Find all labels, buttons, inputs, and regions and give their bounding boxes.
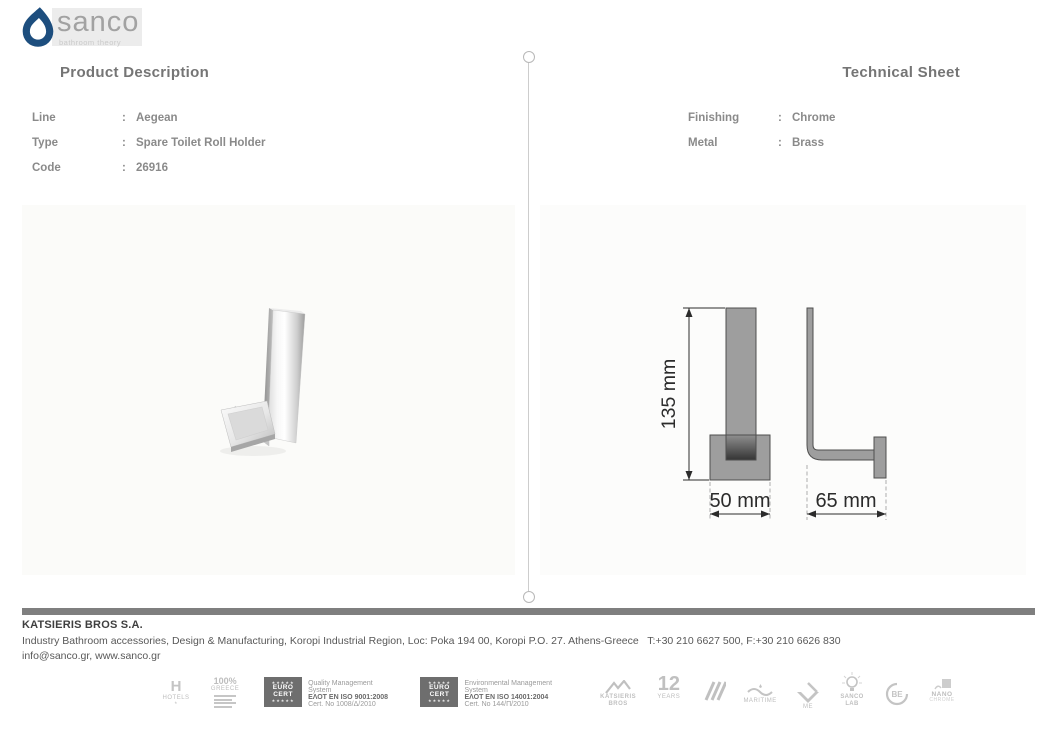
greek-flag-icon [214,695,236,709]
field-colon: : [122,112,126,124]
katsieris-label: BROS [608,700,628,707]
cert-number: Cert. No 1008/Δ/2010 [308,701,376,708]
twelve-years-badge [654,674,684,701]
field-label: Metal [688,137,718,149]
field-colon: : [122,137,126,149]
nano-label: NANO [931,691,953,698]
diamond-arrows-icon [795,680,821,704]
me-badge [792,680,824,711]
cert-system-name: Environmental Management System [464,680,553,694]
field-label: Finishing [688,112,740,124]
greece-label: GREECE [210,686,240,693]
iso-14001-certification [420,677,568,708]
field-value: Brass [792,137,824,149]
eurocert-text: CERT [429,691,450,698]
dim-height-label: 135 mm [658,358,680,430]
sanco-drop-icon [20,5,56,49]
cert-number: Cert. No 144/Π/2010 [464,701,529,708]
footer-divider-bar [22,608,1035,615]
eurocert-badge-icon [264,677,302,707]
field-type [22,137,442,162]
field-value: 26916 [136,162,168,174]
field-colon: : [778,137,782,149]
product-fields [22,112,442,187]
maritime-badge [740,684,780,705]
be-circle-icon [885,682,909,706]
field-label: Code [32,162,61,174]
be-label: BE [891,690,903,699]
technical-sheet-heading: Technical Sheet [842,64,960,81]
field-label: Line [32,112,56,124]
years-number: 12 [657,673,680,695]
lab-label: LAB [845,700,859,707]
eurocert-stars: ★★★★★ [428,697,451,703]
brand-logo [20,3,220,51]
eurocert-stars: ★★★★★ [428,680,451,685]
field-line [22,112,442,137]
iso-9001-certification [264,677,390,708]
technical-fields [678,112,1018,162]
eurocert-text: EURO [429,684,450,692]
me-label: ME [802,704,813,710]
divider-bottom-circle-icon [523,591,535,603]
maritime-label: MARITIME [743,698,777,704]
hotels-badge [160,678,192,709]
field-colon: : [778,112,782,124]
field-value: Aegean [136,112,178,124]
lab-label: SANCO [840,694,864,700]
nano-chrome-badge [924,678,960,704]
katsieris-bros-badge [595,680,642,708]
mountains-icon [605,680,631,694]
cert-system-name: Quality Management System [308,680,373,694]
certification-badges-row [160,672,960,724]
projects-badge [700,680,728,702]
field-code [22,162,442,187]
greece-percent: 100% [213,676,237,686]
maritime-bird-icon [745,684,775,698]
years-label: YEARS [657,694,681,700]
product-description-heading: Product Description [60,64,210,81]
dim-depth-label: 65 mm [815,490,877,512]
hotels-label: HOTELS [162,695,190,702]
hotels-icon: H [170,678,182,695]
field-finishing [678,112,1018,137]
eurocert-badge-icon [420,677,458,707]
company-contacts: info@sanco.gr, www.sanco.gr [22,650,161,662]
cert-standard: ΕΛΟΤ EN ISO 9001:2008 [308,694,389,701]
company-address: Industry Bathroom accessories, Design & Manufacturing, Koropi Industrial Region, Loc: Poka 194 00, Koropi P.O. 27. Athens-Greece T:+30 210 6627 500, F:+30 210 6626 830 [22,635,841,647]
eurocert-stars: ★★★★★ [271,680,295,685]
nano-sublabel: CHROME [929,697,955,704]
hotels-star: * [174,702,178,709]
eurocert-text: EURO [272,684,294,692]
nano-square-icon [931,678,953,691]
be-badge [882,682,912,706]
eurocert-stars: ★★★★★ [271,697,295,703]
company-name: KATSIERIS BROS S.A. [22,619,143,631]
sanco-lab-badge [834,672,870,708]
field-metal [678,137,1018,162]
greece-badge [208,676,242,709]
field-label: Type [32,137,58,149]
dim-width-label: 50 mm [709,490,771,512]
eurocert-text: CERT [273,691,293,698]
katsieris-label: KATSIERIS [600,694,637,700]
cert-standard: ΕΛΟΤ EN ISO 14001:2004 [464,694,549,701]
field-value: Chrome [792,112,836,124]
diagonal-stripes-icon [702,680,726,702]
product-photo [205,300,320,460]
field-value: Spare Toilet Roll Holder [136,137,266,149]
divider-top-circle-icon [523,51,535,63]
lightbulb-icon [841,672,863,694]
technical-drawing [655,290,905,525]
brand-tagline: bathroom theory [59,38,122,47]
field-colon: : [122,162,126,174]
vertical-divider [528,62,529,592]
brand-name: sanco [57,6,140,38]
